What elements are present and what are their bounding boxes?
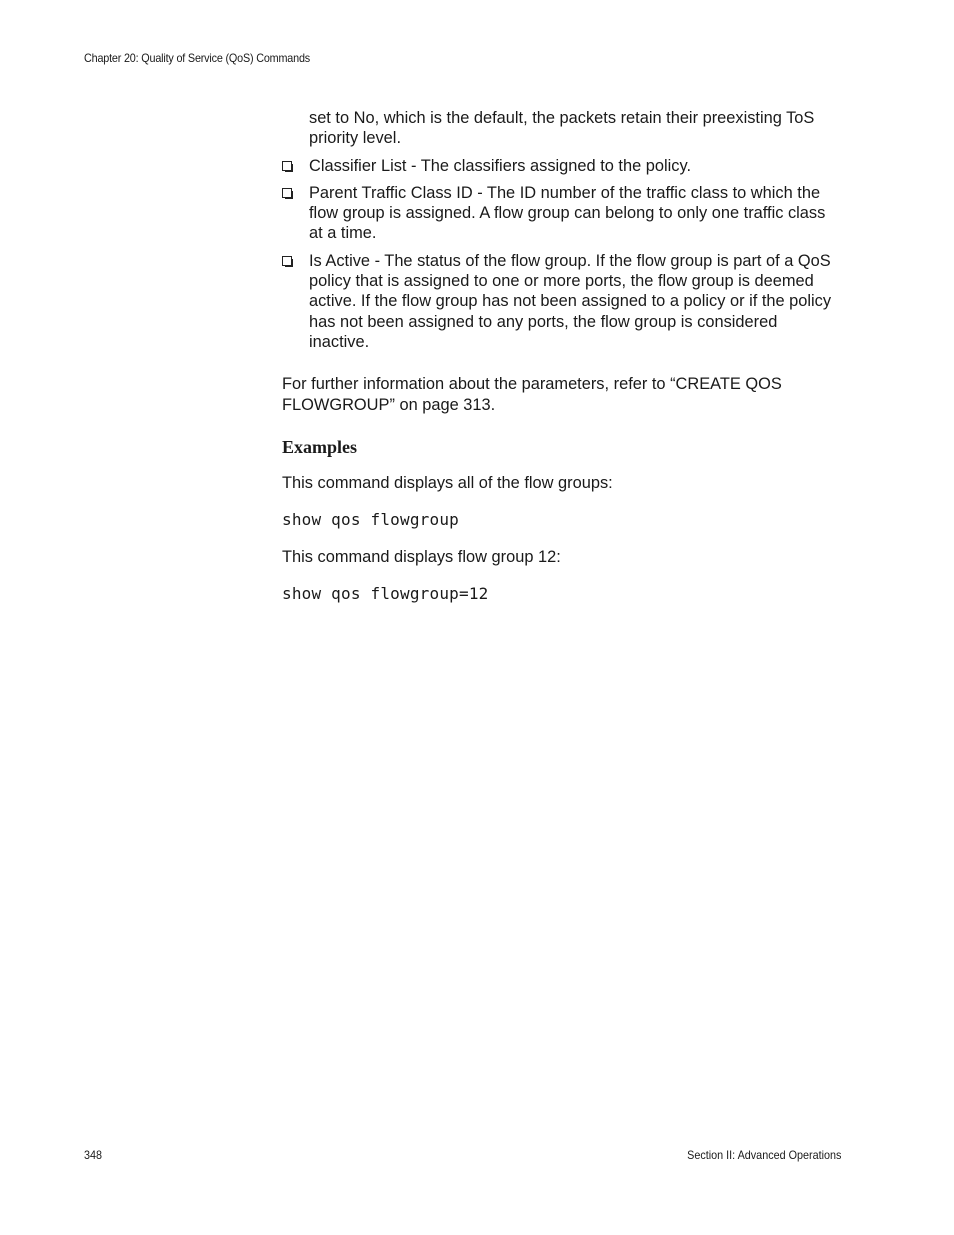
parameter-list	[282, 156, 842, 353]
checkbox-bullet-icon	[282, 188, 292, 198]
running-footer-section: Section II: Advanced Operations	[686, 1148, 841, 1162]
list-item	[282, 156, 842, 176]
further-info-paragraph: For further information about the parameters, refer to “CREATE QOS FLOWGROUP” on page 313.	[282, 375, 782, 414]
page-number: 348	[84, 1148, 103, 1162]
checkbox-bullet-icon	[282, 256, 292, 266]
list-item-text: Is Active - The status of the flow group. If the flow group is part of a QoS policy that is assigned to one or more ports, the flow group is deemed active. If the flow group has not been assigned to a policy or if the policy has not been assigned to any ports, the flow group is considered inactive.	[309, 251, 832, 351]
examples-heading: Examples	[282, 436, 358, 457]
list-item-text: Parent Traffic Class ID - The ID number of the traffic class to which the flow group is assigned. A flow group can belong to only one traffic class at a time.	[309, 183, 826, 243]
checkbox-bullet-icon	[282, 161, 292, 171]
continued-paragraph: set to No, which is the default, the packets retain their preexisting ToS priority level.	[309, 109, 815, 148]
list-item-text: Classifier List - The classifiers assigned to the policy.	[309, 156, 691, 175]
example-intro: This command displays all of the flow groups:	[282, 474, 613, 493]
example-command: show qos flowgroup=12	[282, 584, 489, 604]
running-header: Chapter 20: Quality of Service (QoS) Commands	[84, 51, 310, 65]
example-command: show qos flowgroup	[282, 510, 459, 530]
main-content	[282, 108, 842, 604]
list-item	[282, 251, 842, 352]
list-item	[282, 183, 842, 244]
example-intro: This command displays flow group 12:	[282, 547, 561, 566]
